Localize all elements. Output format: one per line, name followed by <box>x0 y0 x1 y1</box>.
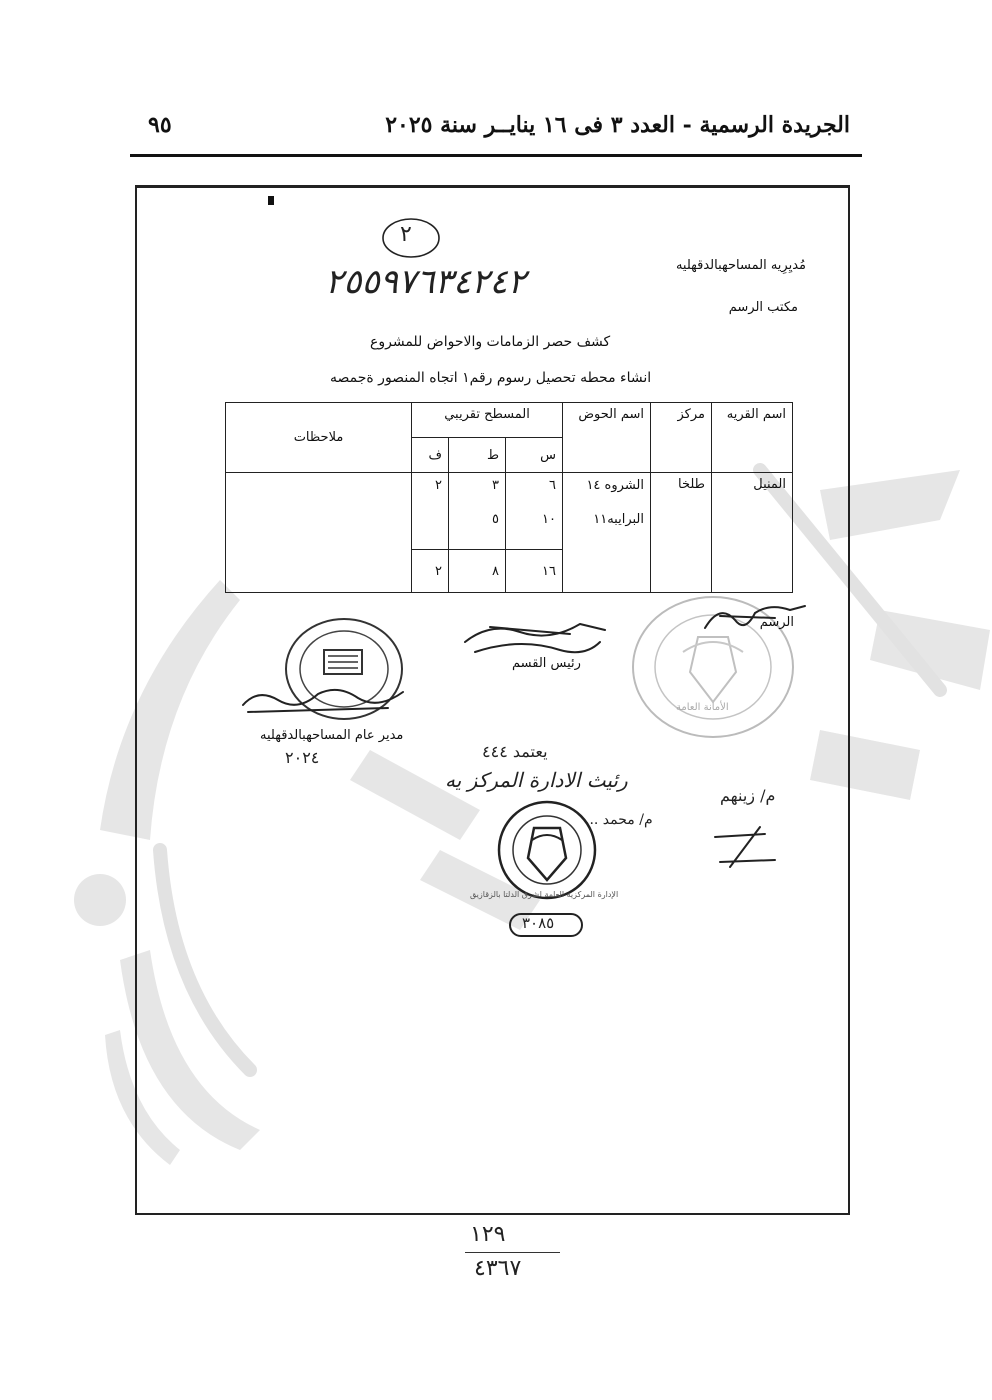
page-number: ٩٥ <box>148 112 172 138</box>
directorate-label: مُديِرِيه المساحهبالدقهليه <box>675 258 806 273</box>
cell-markaz: طلخا <box>651 473 712 593</box>
value-s: ٦ <box>549 478 556 493</box>
approval-line-1: يعتمد ٤٤٤ <box>482 742 548 761</box>
total-s: ١٦ <box>506 550 563 593</box>
header-village: اسم القريه <box>712 403 793 473</box>
circled-number: ٢ <box>400 222 412 247</box>
central-admin-name: م/ محمد ... <box>585 812 653 828</box>
fraction-top: ١٢٩ <box>470 1222 506 1247</box>
cell-f <box>412 473 449 550</box>
handwritten-reference-number: ٢٥٥٩٧٦٣٤٢٤٢ <box>325 262 526 302</box>
gazette-header <box>130 112 860 152</box>
fraction-line <box>465 1252 560 1253</box>
approval-line-2: رئيث الادارة المركز يه <box>445 768 628 792</box>
cell-s <box>506 473 563 550</box>
header-rule <box>130 154 862 157</box>
project-description: انشاء محطه تحصيل رسوم رقم١ اتجاه المنصور ةجمصه <box>330 370 652 386</box>
value-s: ١٠ <box>542 512 556 527</box>
section-head-signature <box>460 612 610 660</box>
value-f <box>418 511 442 545</box>
value-t: ٣ <box>492 478 499 493</box>
general-manager-note: ٢٠٢٤ <box>285 748 320 767</box>
cell-notes <box>226 473 412 593</box>
header-s: س <box>506 438 563 473</box>
value-f: ٢ <box>435 478 442 493</box>
header-area: المسطح تقريبي <box>412 403 563 438</box>
header-markaz: مركز <box>651 403 712 473</box>
cell-village: المنيل <box>712 473 793 593</box>
engineer-name: م/ زينهم <box>720 786 776 805</box>
gazette-title: الجريدة الرسمية - العدد ٣ فى ١٦ ينايــر سنة ٢٠٢٥ <box>385 112 850 138</box>
stamp-text-left: الأمانة العامة <box>676 702 729 713</box>
drafter-label: الرسم <box>759 615 794 630</box>
cell-t <box>449 473 506 550</box>
section-head-label: رئيس القسم <box>512 656 581 671</box>
central-admin-stamp <box>492 800 602 900</box>
document-heading: كشف حصر الزمامات والاحواض للمشروع <box>370 334 611 350</box>
cell-basins <box>563 473 651 593</box>
central-admin-stamp-text: الإدارة المركزية العامة لشرق الدلتا بالزقازيق <box>470 890 619 899</box>
drafter-signature <box>700 598 810 638</box>
general-manager-signature <box>238 680 408 720</box>
value-t: ٥ <box>492 512 499 527</box>
engineer-signature <box>705 822 785 870</box>
basin-name: الشروه ١٤ <box>586 478 644 493</box>
scan-mark <box>268 196 274 205</box>
basin-name: البرايبه١١ <box>593 512 644 527</box>
general-manager-label: مدير عام المساحهبالدقهليه <box>260 728 404 743</box>
stamp-number: ٣٠٨٥ <box>522 914 555 932</box>
total-t: ٨ <box>449 550 506 593</box>
survey-table <box>225 402 793 593</box>
total-f: ٢ <box>412 550 449 593</box>
header-basin: اسم الحوض <box>563 403 651 473</box>
header-f: ف <box>412 438 449 473</box>
header-notes: ملاحظات <box>226 403 412 473</box>
office-label: مكتب الرسم <box>728 300 798 315</box>
fraction-bottom: ٤٣٦٧ <box>474 1256 522 1281</box>
header-t: ط <box>449 438 506 473</box>
